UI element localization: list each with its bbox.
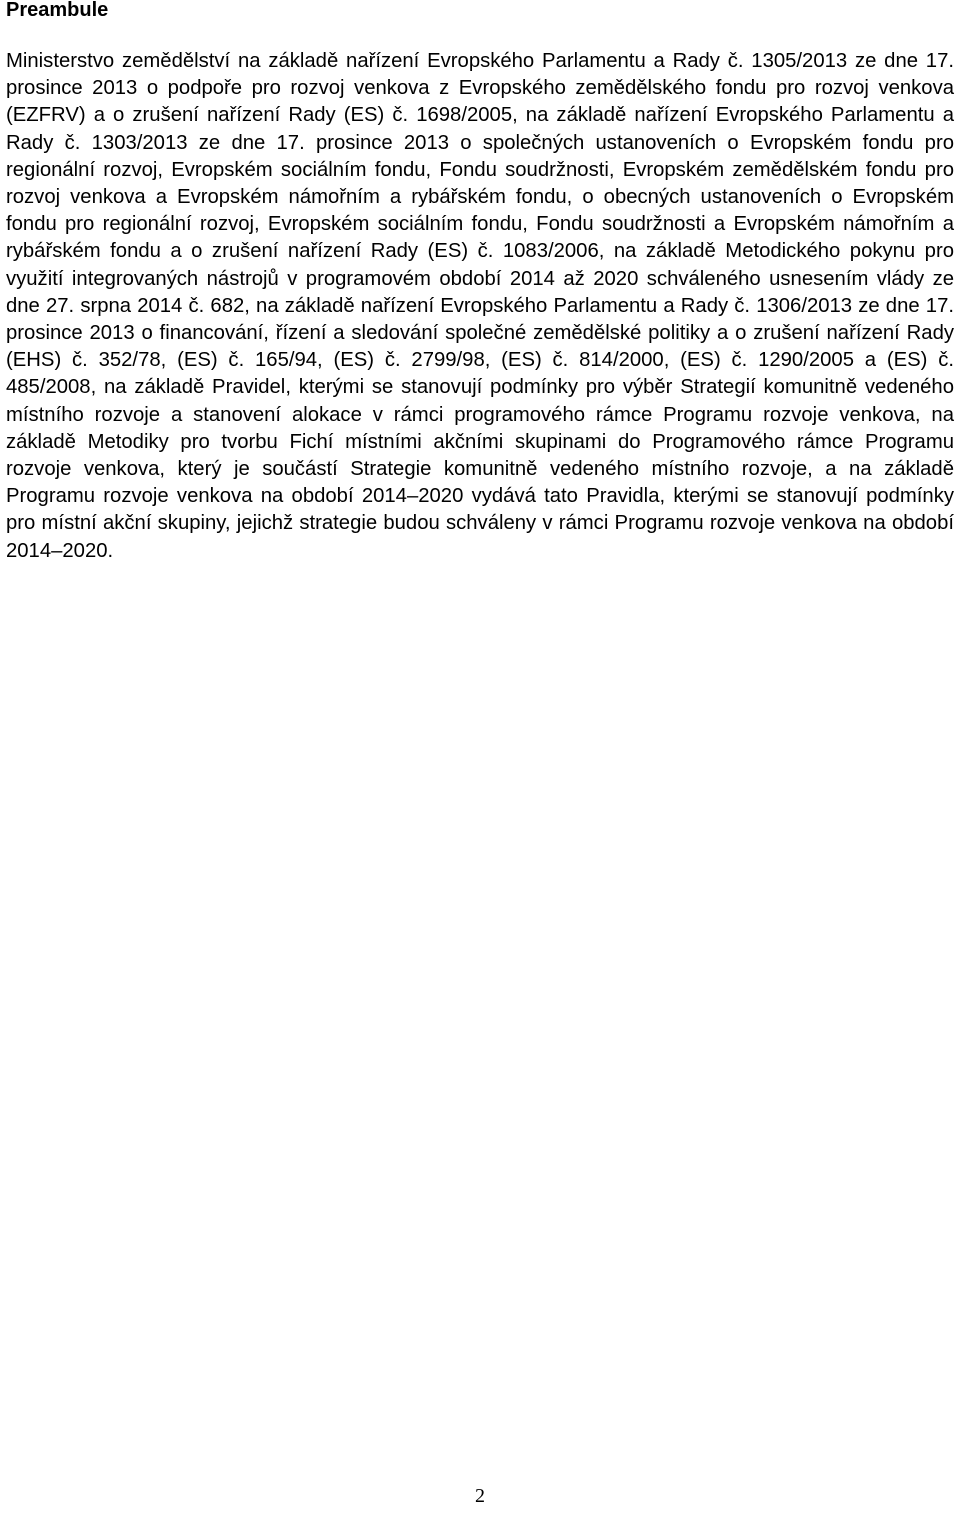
page-number: 2 [475,1485,485,1507]
section-heading: Preambule [6,0,109,21]
preamble-paragraph: Ministerstvo zemědělství na základě nařízení Evropského Parlamentu a Rady č. 1305/2013 ze dne 17. prosince 2013 o podpoře pro rozvoj venkova z Evropského zemědělského fondu pro rozvoj venkova (EZFRV) a o zrušení nařízení Rady (ES) č. 1698/2005, na základě nařízení Evropského Parlamentu a Rady č. 1303/2013 ze dne 17. prosince 2013 o společných ustanoveních o Evropském fondu pro regionální rozvoj, Evropském sociálním fondu, Fondu soudržnosti, Evropském zemědělském fondu pro rozvoj venkova a Evropském námořním a rybářském fondu, o obecných ustanoveních o Evropském fondu pro regionální rozvoj, Evropském sociálním fondu, Fondu soudržnosti a Evropském námořním a rybářském fondu a o zrušení nařízení Rady (ES) č. 1083/2006, na základě Metodického pokynu pro využití integrovaných nástrojů v programovém období 2014 až 2020 schváleného usnesením vlády ze dne 27. srpna 2014 č. 682, na základě nařízení Evropského Parlamentu a Rady č. 1306/2013 ze dne 17. prosince 2013 o financování, řízení a sledování společné zemědělské politiky a o zrušení nařízení Rady (EHS) č. 352/78, (ES) č. 165/94, (ES) č. 2799/98, (ES) č. 814/2000, (ES) č. 1290/2005 a (ES) č. 485/2008, na základě Pravidel, kterými se stanovují podmínky pro výběr Strategií komunitně vedeného místního rozvoje a stanovení alokace v rámci programového rámce Programu rozvoje venkova, na základě Metodiky pro tvorbu Fichí místními akčními skupinami do Programového rámce Programu rozvoje venkova, který je součástí Strategie komunitně vedeného místního rozvoje, a na základě Programu rozvoje venkova na období 2014–2020 vydává tato Pravidla, kterými se stanovují podmínky pro místní akční skupiny, jejichž strategie budou schváleny v rámci Programu rozvoje venkova na období 2014–2020. [6,50,954,562]
